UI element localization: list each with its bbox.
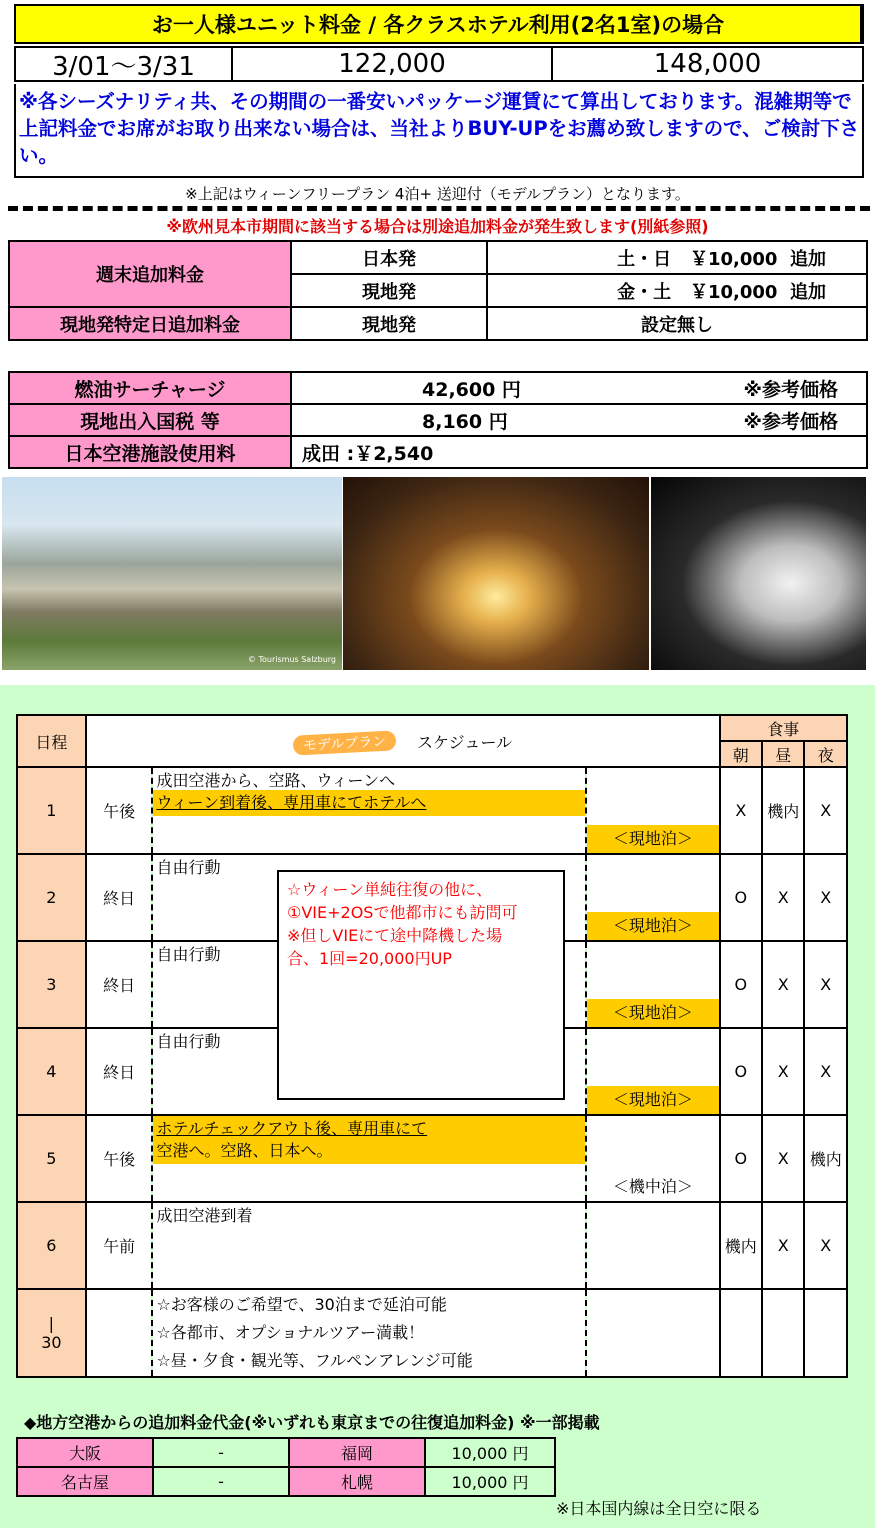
conductor-photo xyxy=(651,477,866,670)
special-label: 現地発特定日追加料金 xyxy=(9,307,291,340)
stay-cell: ＜機中泊＞ xyxy=(586,1115,719,1202)
meal-breakfast: O xyxy=(720,941,762,1028)
regional-fees-table xyxy=(16,1437,556,1497)
activity-cell: 成田空港から、空路、ウィーンへ ウィーン到着後、専用車にてホテルへ xyxy=(152,767,586,854)
meal-dinner: X xyxy=(804,854,847,941)
time-of-day: 午後 xyxy=(86,1115,153,1202)
fee-value: 42,600 円 ※参考価格 xyxy=(291,372,867,404)
fee-label: 燃油サーチャージ xyxy=(9,372,291,404)
fee-label: 現地出入国税 等 xyxy=(9,404,291,436)
special-origin: 現地発 xyxy=(291,307,487,340)
meal-lunch: 機内 xyxy=(762,767,804,854)
stay-cell: ＜現地泊＞ xyxy=(586,941,719,1028)
city: 名古屋 xyxy=(17,1467,153,1496)
extra-day: | 30 xyxy=(17,1289,86,1377)
meal-header: 食事 xyxy=(720,715,847,741)
model-plan-logo: モデルプラン xyxy=(293,730,397,755)
red-note-box: ☆ウィーン単純往復の他に、 ①VIE+2OSで他都市にも訪問可 ※但しVIEにて途中降機した場 合、1回=20,000円UP xyxy=(277,870,565,1100)
fee: - xyxy=(153,1438,289,1467)
meal-breakfast: O xyxy=(720,1115,762,1202)
extra-notes: ☆お客様のご希望で、30泊まで延泊可能 ☆各都市、オプショナルツアー満載！ ☆昼・夕食・観光等、フルペンアレンジ可能 xyxy=(152,1289,586,1377)
meal-lunch: X xyxy=(762,854,804,941)
day-number: 5 xyxy=(17,1115,86,1202)
surcharge-table xyxy=(8,240,868,341)
activity-cell: 自由行動 xyxy=(152,941,586,1028)
surcharge-value: 金・土 ￥10,000 追加 xyxy=(487,274,867,307)
special-value: 設定無し xyxy=(487,307,867,340)
meal-dinner: X xyxy=(804,1202,847,1289)
city: 大阪 xyxy=(17,1438,153,1467)
weekend-label: 週末追加料金 xyxy=(9,241,291,307)
origin-cell: 現地発 xyxy=(291,274,487,307)
activity-cell: ホテルチェックアウト後、専用車にて 空港へ。空路、日本へ。 xyxy=(152,1115,586,1202)
schedule-header: モデルプラン スケジュール xyxy=(86,715,720,767)
photo-caption: © Tourismus Salzburg xyxy=(247,655,336,664)
time-of-day: 午後 xyxy=(86,767,153,854)
schedule-row xyxy=(17,767,847,854)
day-number: 2 xyxy=(17,854,86,941)
stay-cell: ＜現地泊＞ xyxy=(586,854,719,941)
day-number: 4 xyxy=(17,1028,86,1115)
activity-cell: 成田空港到着 xyxy=(152,1202,586,1289)
fee-label: 日本空港施設使用料 xyxy=(9,436,291,468)
trade-fair-note: ※欧州見本市期間に該当する場合は別途追加料金が発生致します(別紙参照) xyxy=(166,217,709,236)
day-header: 日程 xyxy=(17,715,86,767)
meal-dinner: X xyxy=(804,1028,847,1115)
stay-cell: ＜現地泊＞ xyxy=(586,767,719,854)
page-title: お一人様ユニット料金 / 各クラスホテル利用(2名1室)の場合 xyxy=(14,4,864,44)
domestic-note: ※日本国内線は全日空に限る xyxy=(556,1499,762,1518)
price-1: 122,000 xyxy=(233,48,553,80)
meal-breakfast: O xyxy=(720,854,762,941)
regional-heading: ◆地方空港からの追加料金代金(※いずれも東京までの往復追加料金) ※一部掲載 xyxy=(24,1413,600,1432)
fee: 10,000 円 xyxy=(425,1467,555,1496)
meal-breakfast: X xyxy=(720,767,762,854)
time-of-day: 午前 xyxy=(86,1202,153,1289)
meal-col-dinner: 夜 xyxy=(804,741,847,767)
price-row xyxy=(14,46,864,82)
meal-breakfast: O xyxy=(720,1028,762,1115)
price-2: 148,000 xyxy=(653,49,762,79)
meal-dinner: X xyxy=(804,941,847,1028)
day-number: 1 xyxy=(17,767,86,854)
fee: 10,000 円 xyxy=(425,1438,555,1467)
day-number: 3 xyxy=(17,941,86,1028)
time-of-day: 終日 xyxy=(86,941,153,1028)
surcharge-value: 土・日 ￥10,000 追加 xyxy=(487,241,867,274)
meal-col-lunch: 昼 xyxy=(762,741,804,767)
meal-lunch: X xyxy=(762,1028,804,1115)
pricing-notice: ※各シーズナリティ共、その期間の一番安いパッケージ運賃にて算出しております。混雑期等で上記料金でお席がお取り出来ない場合は、当社よりBUY-UPをお薦め致しますので、ご検討下さい。 xyxy=(14,84,864,178)
meal-col-breakfast: 朝 xyxy=(720,741,762,767)
meal-breakfast: 機内 xyxy=(720,1202,762,1289)
fees-table xyxy=(8,371,868,469)
fee-value: 成田 :￥2,540 xyxy=(291,436,867,468)
day-number: 6 xyxy=(17,1202,86,1289)
time-of-day: 終日 xyxy=(86,1028,153,1115)
schedule-row xyxy=(17,1202,847,1289)
chandelier-photo xyxy=(343,477,649,670)
city: 福岡 xyxy=(289,1438,425,1467)
schedule-row xyxy=(17,1115,847,1202)
stay-cell xyxy=(586,1202,719,1289)
stay-cell: ＜現地泊＞ xyxy=(586,1028,719,1115)
meal-lunch: X xyxy=(762,1202,804,1289)
meal-dinner: X xyxy=(804,767,847,854)
meal-lunch: X xyxy=(762,1115,804,1202)
city: 札幌 xyxy=(289,1467,425,1496)
activity-cell: 自由行動 xyxy=(152,854,586,941)
divider xyxy=(8,206,870,211)
salzburg-photo xyxy=(2,477,342,670)
origin-cell: 日本発 xyxy=(291,241,487,274)
activity-cell: 自由行動 xyxy=(152,1028,586,1115)
period: 3/01～3/31 xyxy=(16,48,233,80)
fee-value: 8,160 円 ※参考価格 xyxy=(291,404,867,436)
fee: - xyxy=(153,1467,289,1496)
meal-lunch: X xyxy=(762,941,804,1028)
time-of-day: 終日 xyxy=(86,854,153,941)
meal-dinner: 機内 xyxy=(804,1115,847,1202)
model-plan-note: ※上記はウィーンフリープラン 4泊+ 送迎付（モデルプラン）となります。 xyxy=(185,185,690,203)
